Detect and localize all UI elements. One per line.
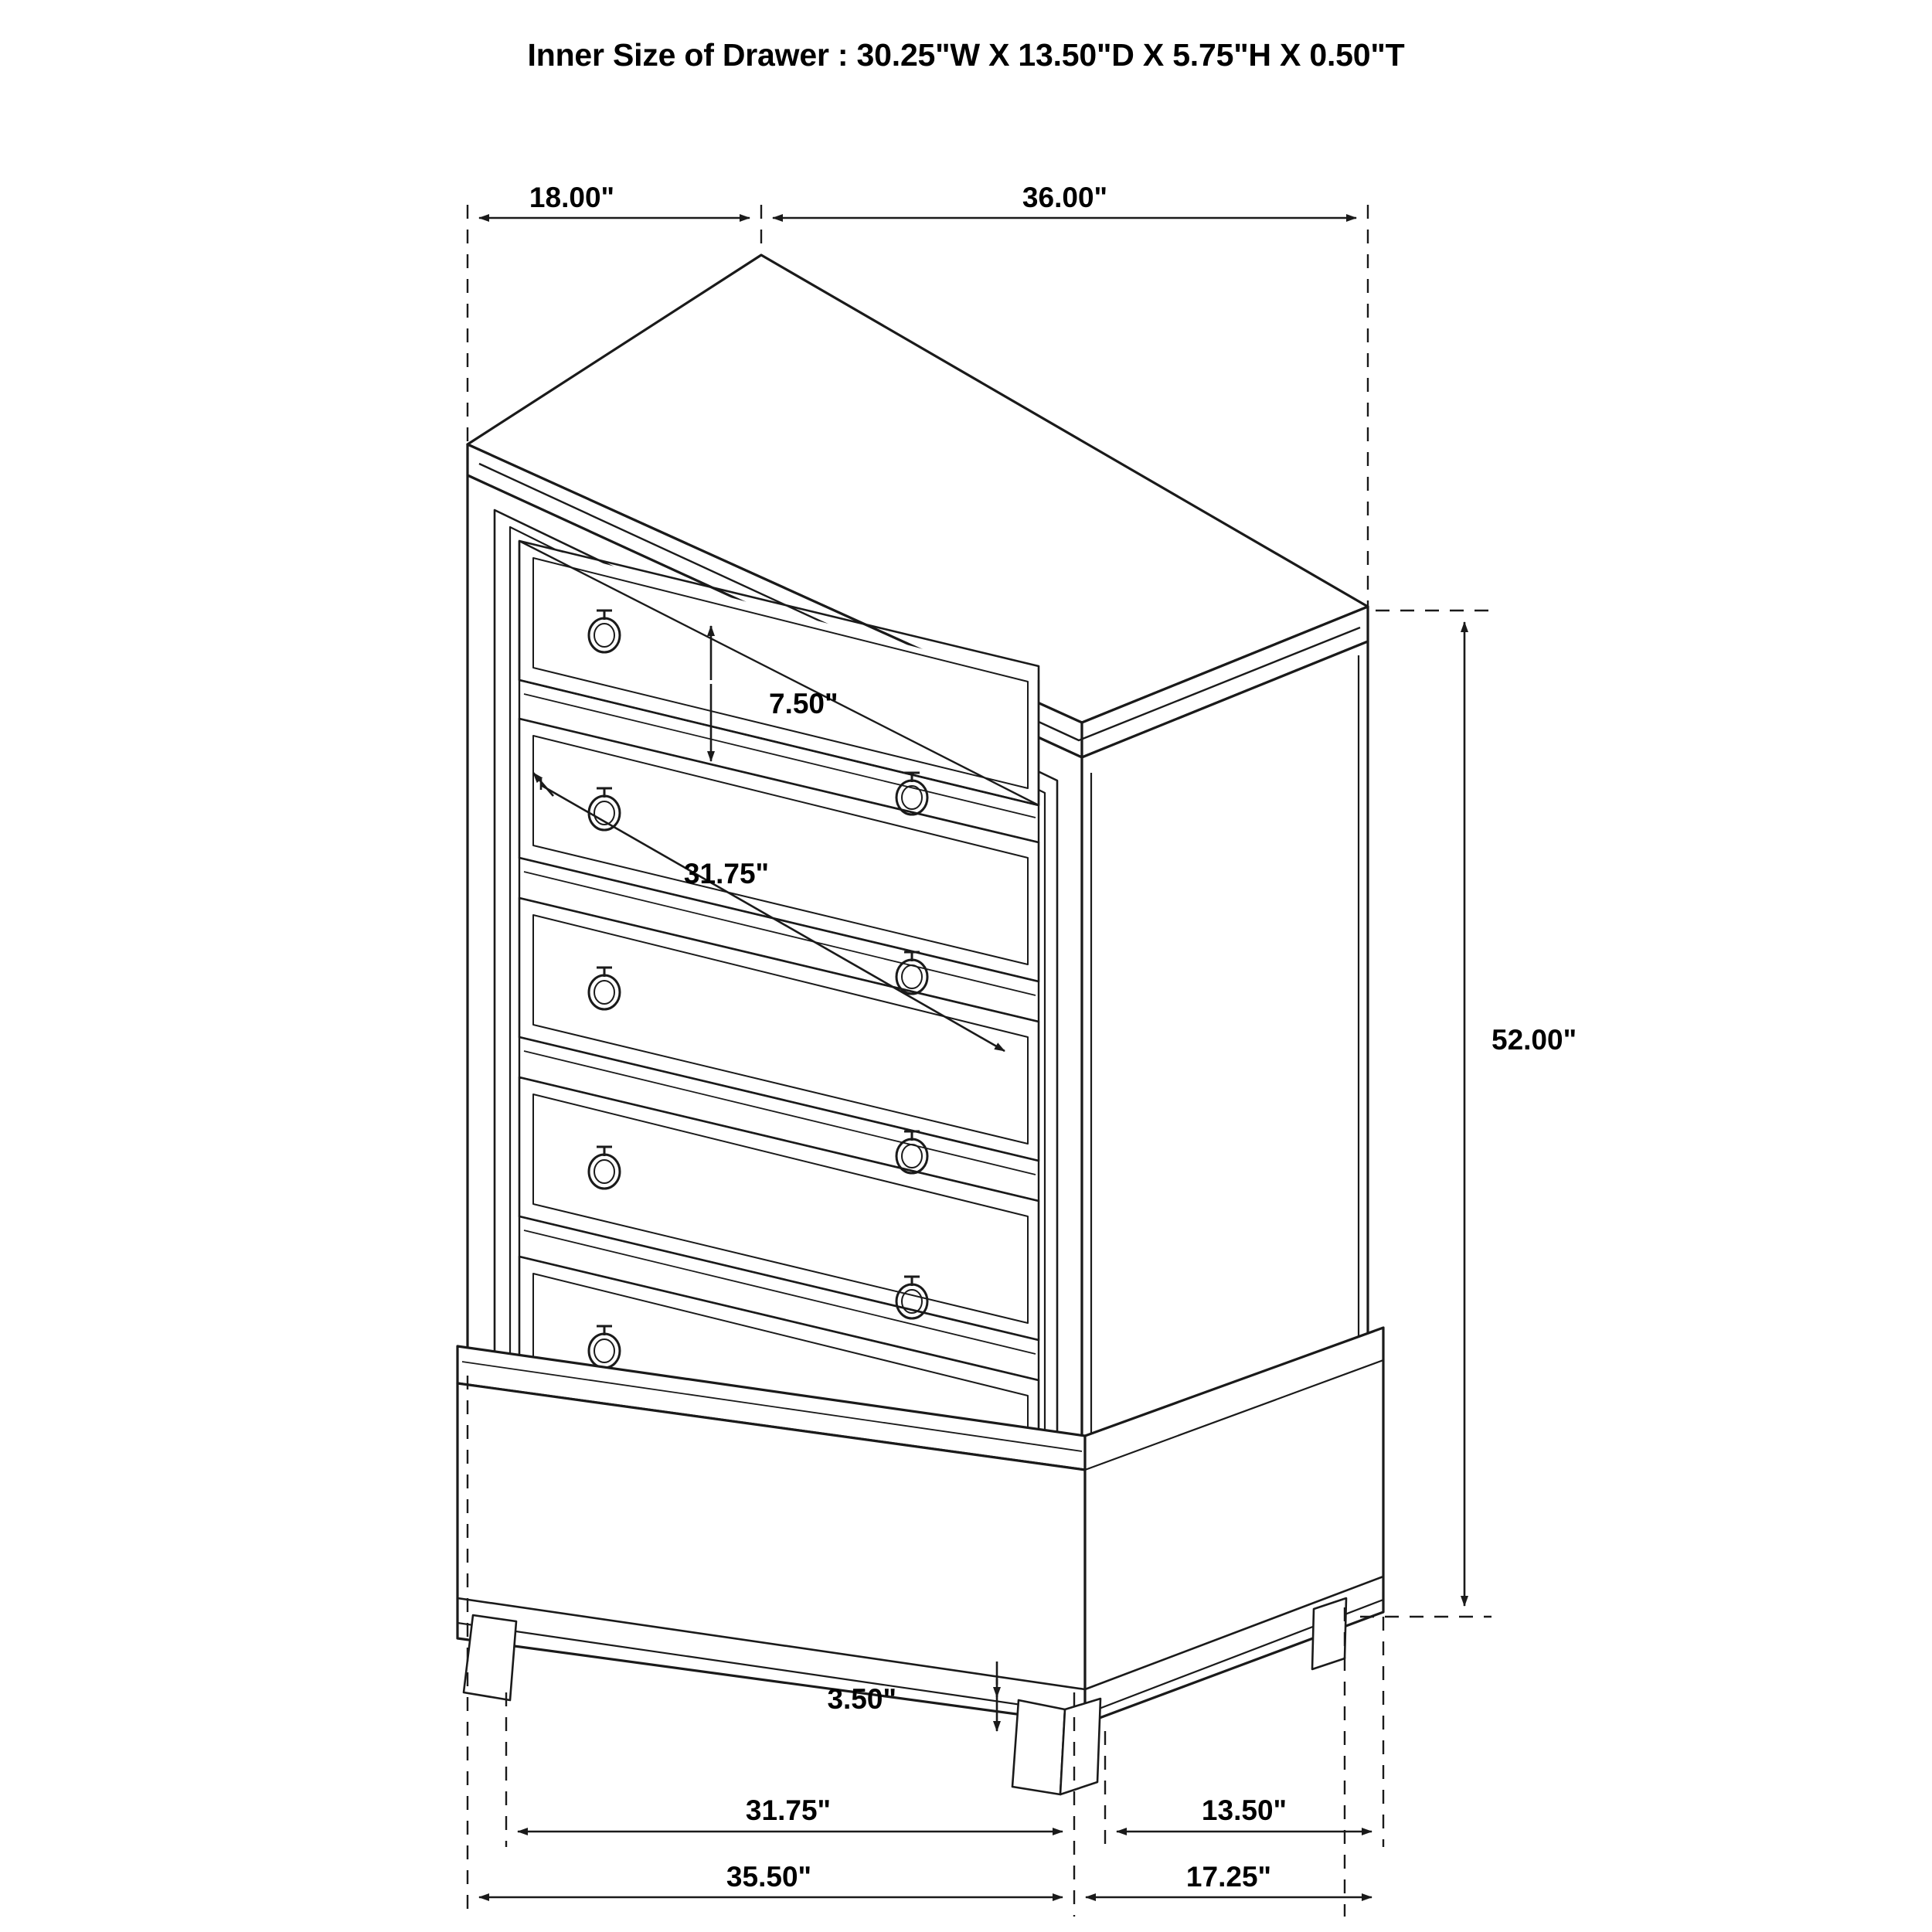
dim-label-base-width: 35.50" [726,1861,812,1893]
dim-label-leg-height: 3.50" [827,1683,896,1715]
dim-label-base-depth: 17.25" [1185,1861,1272,1893]
dim-label-front-width-inner: 31.75" [745,1794,832,1826]
dim-label-overall-height: 52.00" [1492,1024,1577,1056]
dim-label-top-width: 36.00" [1022,182,1108,213]
dim-label-top-depth: 18.00" [529,182,615,213]
dim-label-side-depth-inner: 13.50" [1201,1794,1287,1826]
dim-label-drawer-front-width: 31.75" [683,858,770,889]
dim-label-drawer-height: 7.50" [769,688,838,719]
page-title: Inner Size of Drawer : 30.25"W X 13.50"D X 5.75"H X 0.50"T [527,37,1405,73]
